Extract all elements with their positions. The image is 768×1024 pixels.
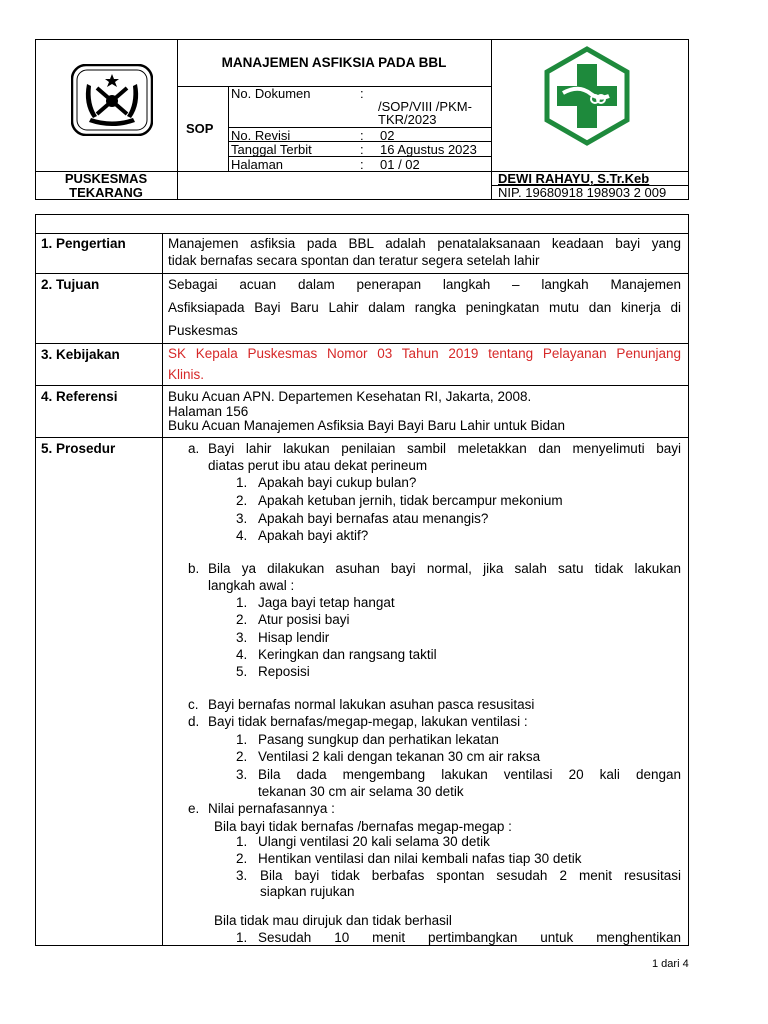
list-number: 1. [236,595,248,610]
list-item: Pasang sungkup dan perhatikan lekatan [258,732,499,747]
list-item: Ulangi ventilasi 20 kali selama 30 detik [258,834,490,849]
field-label-halaman: Halaman [231,157,284,172]
list-number: 4. [236,647,248,662]
prosedur-e-subheading: Bila bayi tidak bernafas /bernafas megap-megap : [214,819,512,834]
field-value-no-dokumen: /SOP/VIII /PKM- [378,99,472,114]
list-item: Apakah ketuban jernih, tidak bercampur mekonium [258,493,563,508]
kebijakan-text: SK Kepala Puskesmas Nomor 03 Tahun 2019 tentang Pelayanan Penunjang [168,346,681,361]
prosedur-marker-a: a. [188,441,200,456]
signer-name: DEWI RAHAYU, S.Tr.Keb [498,171,650,186]
puskesmas-cross-logo-icon [543,46,631,146]
prosedur-marker-d: d. [188,714,200,729]
prosedur-a-text-cont: diatas perut ibu atau dekat perineum [208,458,428,473]
page-number: 1 dari 4 [652,958,689,970]
signer-nip: NIP. 19680918 198903 2 009 [498,185,667,200]
document-title: MANAJEMEN ASFIKSIA PADA BBL [221,55,447,70]
list-number: 1. [236,834,248,849]
field-sep: : [360,86,364,101]
prosedur-b-text: Bila ya dilakukan asuhan bayi normal, jika salah satu tidak lakukan [208,561,681,576]
field-value-no-dokumen-cont: TKR/2023 [378,112,437,127]
field-label-no-dokumen: No. Dokumen [231,86,311,101]
prosedur-b-text-cont: langkah awal : [208,578,295,593]
prosedur-marker-e: e. [188,801,200,816]
list-item: Keringkan dan rangsang taktil [258,647,437,662]
referensi-line: Buku Acuan Manajemen Asfiksia Bayi Bayi Baru Lahir untuk Bidan [168,418,565,433]
section-label-kebijakan: 3. Kebijakan [41,347,120,362]
list-number: 2. [236,612,248,627]
prosedur-a-text: Bayi lahir lakukan penilaian sambil meletakkan dan menyelimuti bayi [208,441,681,456]
section-label-pengertian: 1. Pengertian [41,236,126,251]
list-number: 2. [236,493,248,508]
list-number: 3. [236,630,248,645]
section-label-tujuan: 2. Tujuan [41,277,100,292]
list-item: Apakah bayi bernafas atau menangis? [258,511,489,526]
tujuan-text: Sebagai acuan dalam penerapan langkah – langkah Manajemen [168,277,681,292]
list-number: 2. [236,749,248,764]
prosedur-e-subheading-2: Bila tidak mau dirujuk dan tidak berhasil [214,913,452,928]
field-value-no-revisi: 02 [380,128,395,143]
list-item: Atur posisi bayi [258,612,350,627]
pengertian-text: Manajemen asfiksia pada BBL adalah penatalaksanaan keadaan bayi yang [168,236,681,251]
referensi-line: Buku Acuan APN. Departemen Kesehatan RI, Jakarta, 2008. [168,389,532,404]
field-label-tanggal-terbit: Tanggal Terbit [231,142,312,157]
field-value-halaman: 01 / 02 [380,157,420,172]
field-sep: : [360,142,364,157]
section-label-referensi: 4. Referensi [41,389,118,404]
org-name-line2: TEKARANG [69,185,143,200]
list-number: 1. [236,930,248,945]
prosedur-c-text: Bayi bernafas normal lakukan asuhan pasca resusitasi [208,697,535,712]
field-sep: : [360,157,364,172]
org-name: PUSKESMAS [64,171,148,186]
pengertian-text-cont: tidak bernafas secara spontan dan teratur segera setelah lahir [168,253,540,268]
kebijakan-text-cont: Klinis. [168,367,205,382]
list-item: Bila dada mengembang lakukan ventilasi 20 kali dengan [258,767,681,782]
list-item: Reposisi [258,664,310,679]
list-item: Sesudah 10 menit pertimbangkan untuk menghentikan [258,930,681,945]
sop-label: SOP [186,121,214,136]
list-item: Bila bayi tidak berbafas spontan sesudah 2 menit resusitasi [260,868,681,883]
list-number: 3. [236,767,248,782]
prosedur-d-text: Bayi tidak bernafas/megap-megap, lakukan ventilasi : [208,714,528,729]
prosedur-marker-c: c. [188,697,199,712]
section-label-prosedur: 5. Prosedur [41,441,116,456]
list-item: Hentikan ventilasi dan nilai kembali nafas tiap 30 detik [258,851,582,866]
list-number: 3. [236,868,248,883]
list-number: 4. [236,528,248,543]
list-item-cont: siapkan rujukan [260,884,355,899]
field-value-tanggal-terbit: 16 Agustus 2023 [380,142,477,157]
list-item-cont: tekanan 30 cm air selama 30 detik [258,784,464,799]
list-number: 1. [236,475,248,490]
list-number: 5. [236,664,248,679]
prosedur-e-text: Nilai pernafasannya : [208,801,335,816]
government-emblem-icon [71,64,153,136]
field-label-no-revisi: No. Revisi [231,128,291,143]
list-item: Ventilasi 2 kali dengan tekanan 30 cm air raksa [258,749,541,764]
prosedur-marker-b: b. [188,561,200,576]
list-item: Hisap lendir [258,630,330,645]
list-number: 2. [236,851,248,866]
list-number: 1. [236,732,248,747]
tujuan-text-cont: Asfiksiapada Bayi Baru Lahir dalam rangka peningkatan mutu dan kinerja di [168,300,681,315]
field-sep: : [360,128,364,143]
referensi-line: Halaman 156 [168,404,249,419]
list-item: Apakah bayi aktif? [258,528,369,543]
tujuan-text-end: Puskesmas [168,323,238,338]
list-number: 3. [236,511,248,526]
list-item: Jaga bayi tetap hangat [258,595,395,610]
list-item: Apakah bayi cukup bulan? [258,475,417,490]
